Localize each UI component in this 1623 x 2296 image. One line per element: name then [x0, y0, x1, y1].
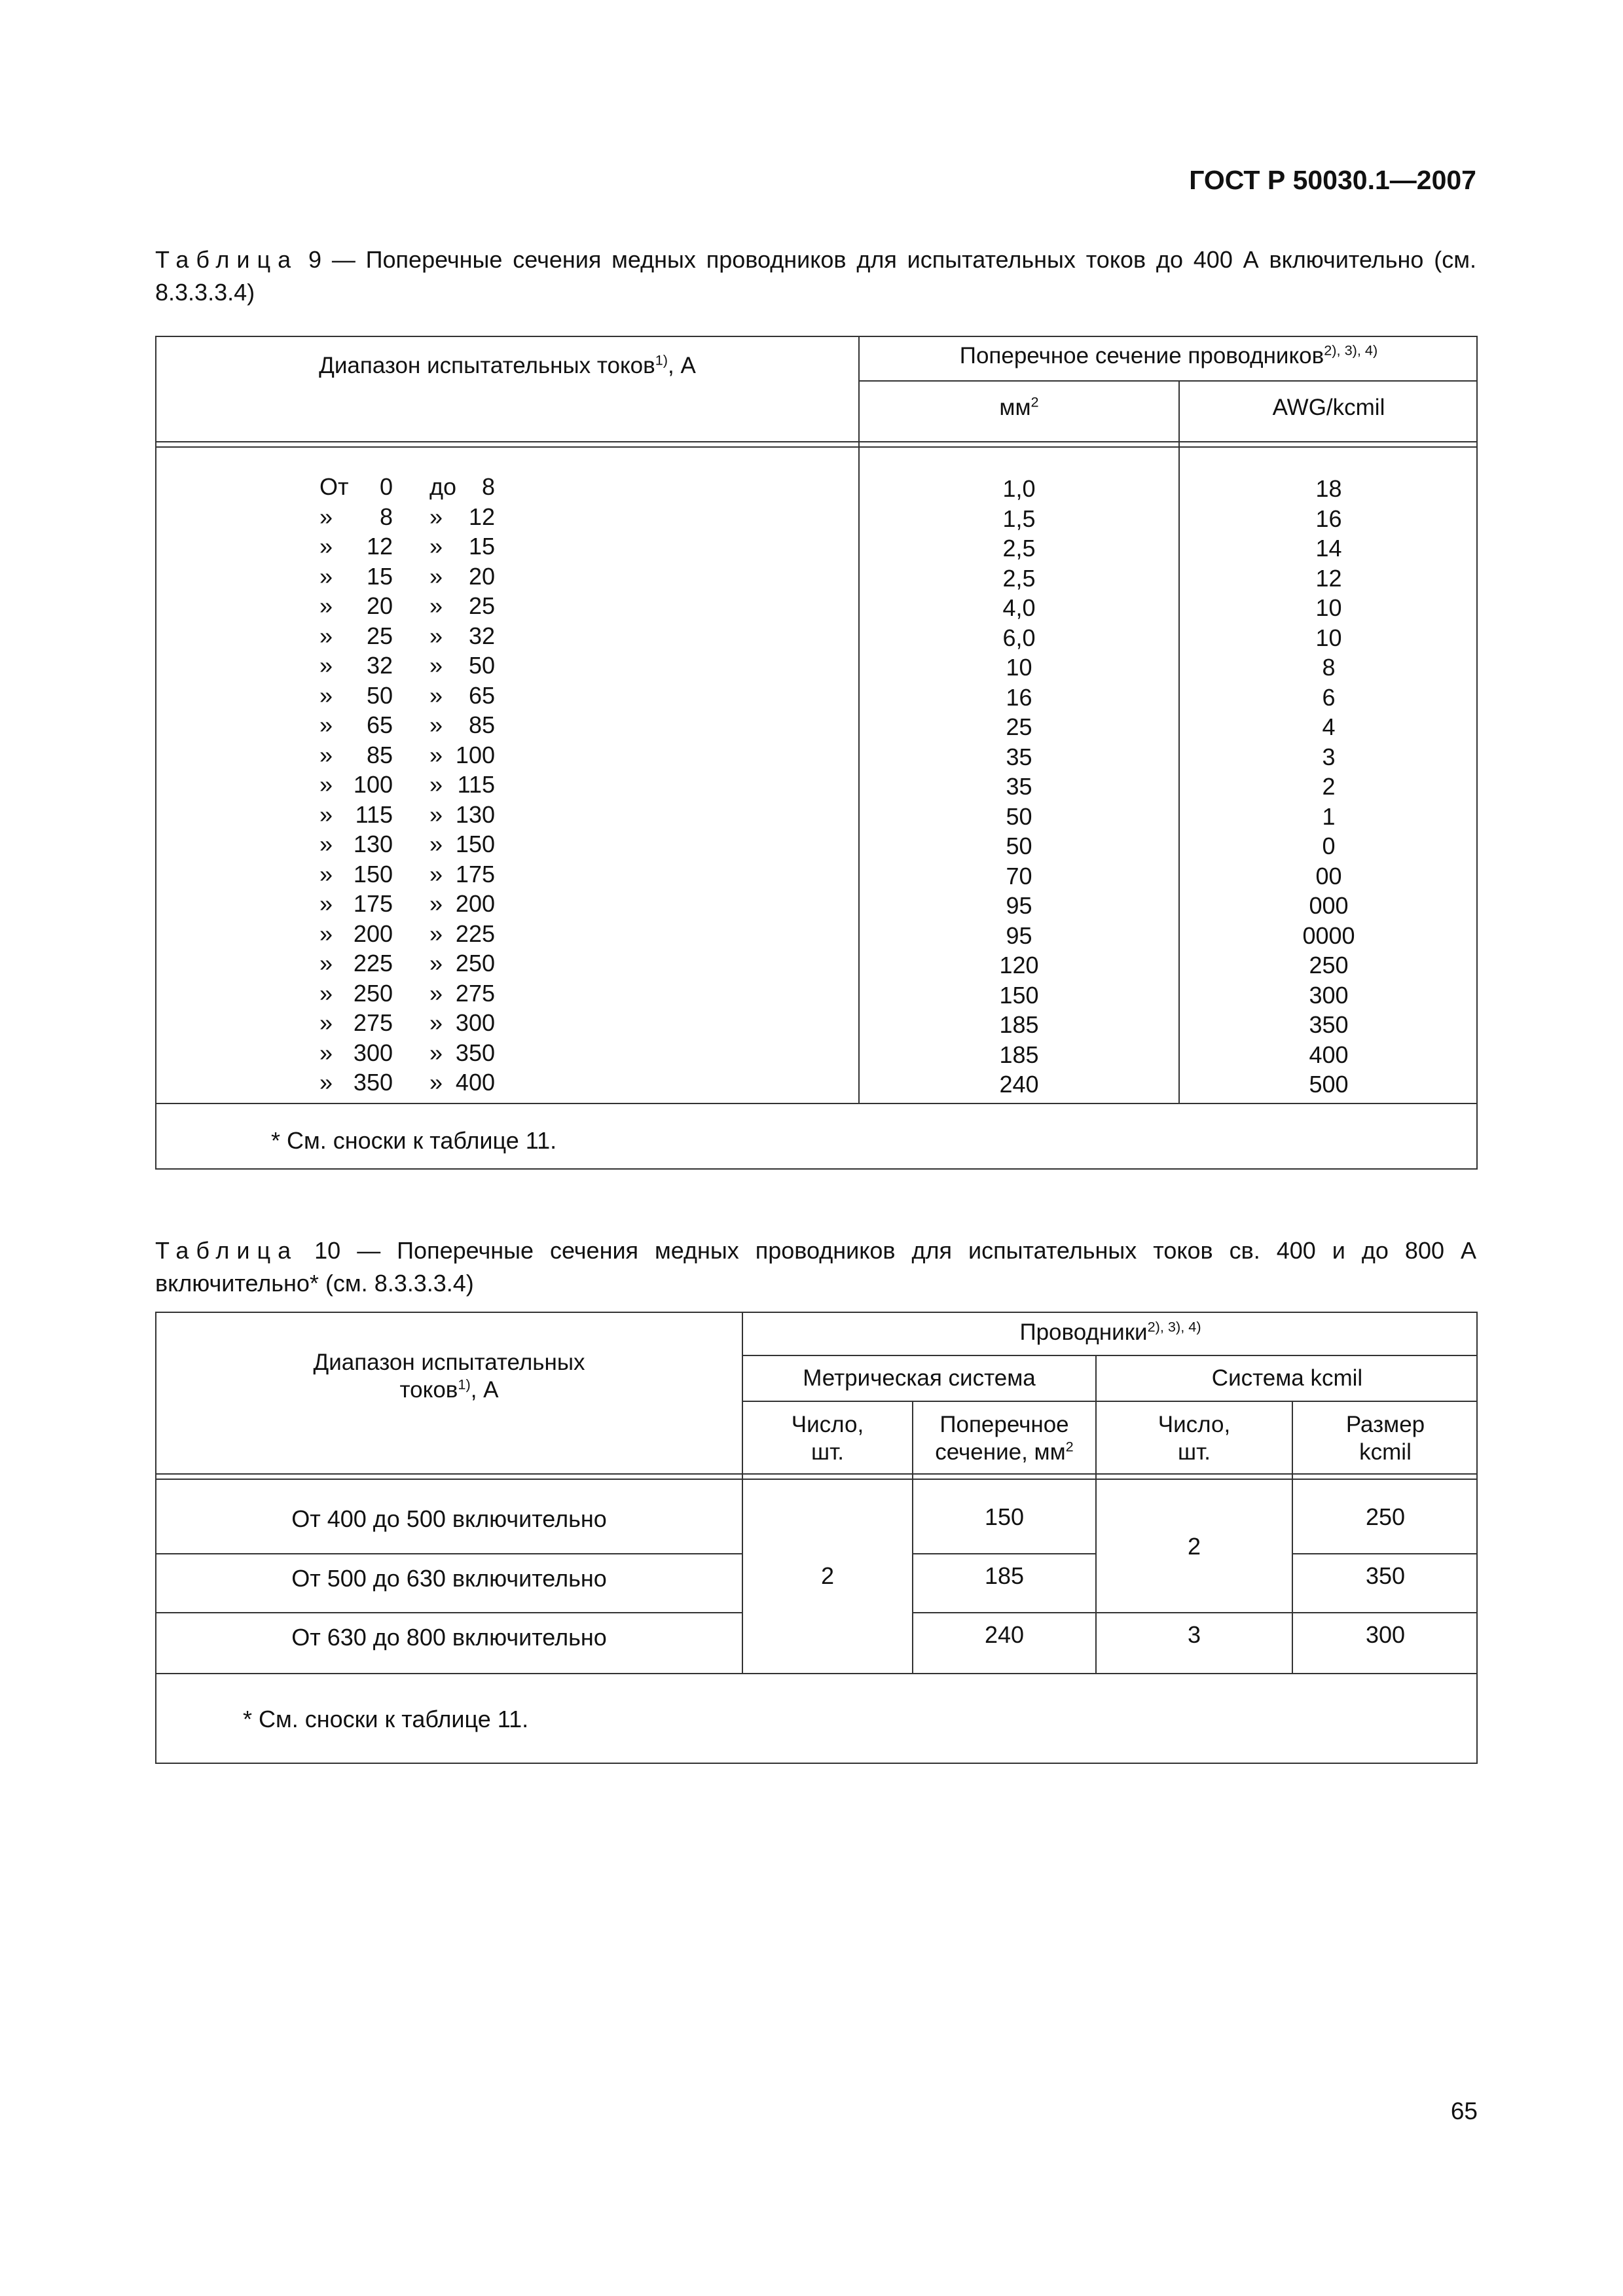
table9-range-prefix: »: [319, 533, 333, 560]
table9-range-from: 275: [353, 1009, 393, 1036]
table9-mm2-value: 50: [1006, 833, 1032, 859]
table9-mm2-value: 10: [1006, 654, 1032, 681]
footnote-ref: 1): [655, 351, 668, 368]
table10-kcmil-count: 2: [1187, 1533, 1201, 1560]
table9-caption-text: — Поперечные сечения медных проводников для испытательных токов до 400 А включительно (см. 8.3.3.3.4): [155, 246, 1476, 306]
table9-range-from: 225: [353, 950, 393, 977]
table9-mm2-value: 4,0: [1002, 594, 1036, 621]
table9-caption: [155, 243, 1476, 309]
table9-range-prefix-to: »: [429, 890, 443, 917]
table9-mm2-value: 50: [1006, 802, 1032, 830]
table9-awg-value: 350: [1309, 1011, 1349, 1038]
table9-divider: [155, 1103, 1478, 1104]
table9-range-from: 150: [353, 860, 393, 888]
table9-range-to: 300: [455, 1009, 495, 1036]
table10-divider: [155, 1553, 742, 1554]
table9-range-prefix-to: »: [429, 652, 443, 679]
table9-range-prefix-to: »: [429, 920, 443, 947]
table10-divider: [912, 1553, 1095, 1554]
table9-range-prefix: »: [319, 1069, 333, 1096]
table9-head-range: [156, 352, 858, 380]
table10-head-kcount-line1: Число,: [1158, 1412, 1231, 1437]
table9-awg-value: 8: [1322, 654, 1336, 681]
table9-range-from: 300: [353, 1039, 393, 1066]
table9-divider: [155, 441, 1478, 442]
table10-head-count-line1: Число,: [791, 1412, 864, 1437]
table10-head-size: [1293, 1411, 1478, 1466]
table9-range-to: 25: [468, 592, 495, 619]
table9-range-to: 20: [468, 562, 495, 590]
table9-awg-value: 300: [1309, 981, 1349, 1009]
table10-divider: [1292, 1612, 1478, 1613]
table9-range-to: 85: [468, 711, 495, 738]
table9-range-from: 65: [366, 711, 393, 738]
table9-range-from: 15: [366, 562, 393, 590]
table10-divider: [742, 1355, 1478, 1356]
table9-range-to: 115: [457, 771, 495, 798]
table9-awg-value: 2: [1322, 773, 1336, 800]
table9-range-prefix: »: [319, 950, 333, 977]
table9-range-from: 100: [353, 771, 393, 798]
table9-range-prefix-to: »: [429, 950, 443, 977]
table9-awg-value: 250: [1309, 952, 1349, 978]
table10-head-count-line2: шт.: [811, 1439, 844, 1465]
table10-caption: [155, 1234, 1476, 1300]
table9-mm2-value: 16: [1006, 683, 1032, 711]
table10-caption-number: 10: [314, 1237, 341, 1264]
table10-metric-count: 2: [820, 1562, 835, 1589]
table9-range-from: 130: [353, 831, 393, 857]
table9-awg-value: 3: [1322, 743, 1336, 770]
table10-footnote: * См. сноски к таблице 11.: [243, 1706, 529, 1732]
table10-divider: [155, 1479, 1478, 1480]
table9-range-prefix: »: [319, 771, 333, 798]
table10-head-range: [156, 1349, 742, 1404]
table10-head-range-line1: Диапазон испытательных: [313, 1350, 585, 1375]
table9-mm2-value: 2,5: [1002, 535, 1036, 562]
table10-divider: [155, 1673, 1478, 1674]
unit-superscript: 2: [1065, 1438, 1074, 1455]
table9-range-prefix-to: »: [429, 771, 443, 798]
table10-row-cross: 150: [984, 1503, 1025, 1530]
table9-awg-value: 10: [1315, 624, 1342, 651]
table9-range-to: 65: [468, 681, 495, 709]
table9-mm2-value: 120: [999, 952, 1039, 978]
table10-row-size: 250: [1365, 1503, 1406, 1530]
table9-range-prefix: »: [319, 920, 333, 947]
table9-range-prefix-to: »: [429, 831, 443, 857]
table9-range-prefix-to: »: [429, 800, 443, 828]
table9-awg-value: 500: [1309, 1071, 1349, 1098]
table9-mm2-value: 35: [1006, 743, 1032, 770]
table9-range-prefix-to: »: [429, 711, 443, 738]
table9-awg-value: 0: [1322, 833, 1336, 859]
table9-awg-value: 10: [1315, 594, 1342, 621]
table9-mm2-value: 95: [1006, 892, 1032, 919]
table9-range-prefix-to: »: [429, 592, 443, 619]
table9-range-to: 12: [468, 503, 495, 530]
table9-range-from: 115: [355, 800, 393, 828]
table9-range-from: 85: [366, 741, 393, 768]
table9-range-to: 130: [455, 800, 495, 828]
table9-mm2-value: 185: [999, 1041, 1039, 1068]
table9-range-prefix-to: »: [429, 681, 443, 709]
table10-row-size: 350: [1365, 1562, 1406, 1589]
table9-range-to: 225: [455, 920, 495, 947]
table9-range-to: 150: [455, 831, 495, 857]
table10-divider: [912, 1612, 1095, 1613]
table9-divider: [858, 380, 1478, 382]
table9-range-prefix-to: »: [429, 1039, 443, 1066]
document-header: ГОСТ Р 50030.1—2007: [1189, 165, 1476, 195]
table9-mm2-value: 2,5: [1002, 564, 1036, 592]
table9-range-prefix-to: »: [429, 1009, 443, 1036]
table10-row-range: От 500 до 630 включительно: [291, 1565, 607, 1592]
table9-range-prefix-to: до: [429, 473, 457, 500]
table9-head-awg: AWG/kcmil: [1272, 395, 1385, 420]
table9-range-to: 100: [455, 741, 495, 768]
table9-col-mm2: [860, 474, 1178, 1100]
table9-range-from: 12: [366, 533, 393, 560]
table10-row-cross: 185: [984, 1562, 1025, 1589]
table9-awg-value: 12: [1315, 564, 1342, 592]
page-number: 65: [1450, 2098, 1478, 2125]
table9-range-prefix-to: »: [429, 562, 443, 590]
table10-head-cross-line1: Поперечное: [939, 1412, 1069, 1437]
table9-range-to: 50: [468, 652, 495, 679]
table9-mm2-value: 35: [1006, 773, 1032, 800]
table9-range-to: 350: [455, 1039, 495, 1066]
table10-divider: [1292, 1553, 1478, 1554]
table9-range-prefix-to: »: [429, 979, 443, 1007]
table9-range-prefix: »: [319, 681, 333, 709]
table10-head-metric: Метрическая система: [803, 1365, 1036, 1391]
table9-head-mm-text: мм: [999, 395, 1031, 420]
table9-range-prefix: »: [319, 711, 333, 738]
table9-range-prefix-to: »: [429, 1069, 443, 1096]
table10-head-kcount-line2: шт.: [1178, 1439, 1211, 1465]
table9-range-prefix-to: »: [429, 622, 443, 649]
table9-range-prefix-to: »: [429, 503, 443, 530]
table10-head-cross-line2-text: сечение, мм: [935, 1439, 1066, 1465]
table9-head-range-unit: , А: [668, 353, 696, 378]
table10-kcmil-count: 3: [1187, 1621, 1201, 1648]
table9-mm2-value: 1,5: [1002, 505, 1036, 532]
table10-row-cross: 240: [984, 1621, 1025, 1648]
table10-row-range: От 400 до 500 включительно: [291, 1505, 607, 1532]
table9-range-prefix: »: [319, 890, 333, 917]
table9-awg-value: 14: [1315, 535, 1342, 562]
table9-range-to: 32: [468, 622, 495, 649]
table10-divider: [155, 1473, 1478, 1475]
table9-caption-number: 9: [308, 246, 322, 273]
table10-head-conductors: [743, 1319, 1478, 1346]
table10-head-range-unit: , А: [470, 1377, 499, 1403]
footnote-ref: 2), 3), 4): [1147, 1318, 1201, 1335]
table9-awg-value: 1: [1322, 802, 1336, 830]
table9-awg-value: 6: [1322, 683, 1336, 711]
table9-range-prefix: »: [319, 979, 333, 1007]
table10-row-size: 300: [1365, 1621, 1406, 1648]
table9-range-from: 200: [353, 920, 393, 947]
table10-divider: [1095, 1612, 1292, 1613]
table9-awg-value: 000: [1309, 892, 1349, 919]
table9-divider: [155, 446, 1478, 448]
table9-range-prefix: »: [319, 741, 333, 768]
table9-mm2-value: 150: [999, 981, 1039, 1009]
table9-range-prefix-to: »: [429, 533, 443, 560]
table9-col-to: [452, 472, 495, 1098]
table10-head-size-line1: Размер: [1345, 1412, 1425, 1437]
table9-range-from: 0: [379, 473, 393, 500]
table9-mm2-value: 70: [1006, 862, 1032, 889]
table9-range-to: 8: [481, 473, 495, 500]
table9-range-to: 200: [455, 890, 495, 917]
table10-head-count: [743, 1411, 912, 1466]
table9-head-mm: [860, 394, 1178, 422]
table9-mm2-value: 240: [999, 1071, 1039, 1098]
table10-head-kcmil-system: Система kcmil: [1211, 1365, 1363, 1391]
table9-range-from: 8: [379, 503, 393, 530]
table9-head-section: [860, 342, 1478, 370]
table10-head-size-line2: kcmil: [1359, 1439, 1412, 1465]
table9-range-prefix: »: [319, 652, 333, 679]
table9-range-prefix: »: [319, 592, 333, 619]
table10-caption-text: — Поперечные сечения медных проводников для испытательных токов св. 400 и до 800 А включительно* (см. 8.3.3.3.4): [155, 1237, 1476, 1297]
table9-awg-value: 4: [1322, 713, 1336, 740]
table9-range-from: 250: [353, 979, 393, 1007]
table9-range-from: 25: [366, 622, 393, 649]
table9-caption-word: Таблица: [155, 246, 299, 273]
table9-range-prefix: »: [319, 622, 333, 649]
table9-range-to: 275: [455, 979, 495, 1007]
footnote-ref: 2), 3), 4): [1324, 342, 1378, 359]
table9-range-prefix: »: [319, 1039, 333, 1066]
table9-range-to: 250: [455, 950, 495, 977]
table10-caption-word: Таблица: [155, 1237, 299, 1264]
table9-range-prefix: »: [319, 860, 333, 888]
table10-divider: [742, 1401, 1478, 1402]
table9-mm2-value: 185: [999, 1011, 1039, 1038]
table9-mm2-value: 1,0: [1002, 475, 1036, 502]
unit-superscript: 2: [1030, 393, 1039, 410]
table9-awg-value: 0000: [1302, 922, 1355, 949]
table9-awg-value: 18: [1315, 475, 1342, 502]
table9-mm2-value: 25: [1006, 713, 1032, 740]
footnote-ref: 1): [458, 1376, 471, 1393]
table10-head-kcmil-count: [1097, 1411, 1292, 1466]
table10-divider: [155, 1612, 742, 1613]
table9-range-from: 175: [353, 890, 393, 917]
table10-head-cross-section: [913, 1411, 1095, 1466]
table9-col-from: [331, 472, 393, 1098]
table10-row-range: От 630 до 800 включительно: [291, 1624, 607, 1651]
table10-head-conductors-text: Проводники: [1019, 1319, 1148, 1345]
table10-head-cross-line2: [913, 1439, 1095, 1466]
table9-range-to: 15: [468, 533, 495, 560]
table9-head-section-text: Поперечное сечение проводников: [959, 343, 1324, 368]
table9-range-to: 175: [455, 860, 495, 888]
table9-range-from: 32: [366, 652, 393, 679]
table9-range-from: 50: [366, 681, 393, 709]
table9-mm2-value: 95: [1006, 922, 1032, 949]
table9-range-prefix: »: [319, 562, 333, 590]
table9-range-prefix: »: [319, 831, 333, 857]
table9-range-prefix-to: »: [429, 741, 443, 768]
table9-mm2-value: 6,0: [1002, 624, 1036, 651]
table9-col-awg: [1180, 474, 1478, 1100]
table10-head-range-line2: [156, 1376, 742, 1404]
table9-awg-value: 00: [1315, 862, 1342, 889]
table10-head-range-line2-text: токов: [399, 1377, 458, 1403]
table9-range-to: 400: [455, 1069, 495, 1096]
table9-range-prefix: »: [319, 1009, 333, 1036]
table9-head-range-text: Диапазон испытательных токов: [319, 353, 655, 378]
table9-awg-value: 400: [1309, 1041, 1349, 1068]
table9-footnote: * См. сноски к таблице 11.: [271, 1127, 557, 1154]
table9-range-prefix-to: »: [429, 860, 443, 888]
table9-range-from: 20: [366, 592, 393, 619]
table9-range-prefix: От: [319, 473, 349, 500]
table9-range-prefix: »: [319, 503, 333, 530]
table9-range-from: 350: [353, 1069, 393, 1096]
table9-range-prefix: »: [319, 800, 333, 828]
table9-awg-value: 16: [1315, 505, 1342, 532]
